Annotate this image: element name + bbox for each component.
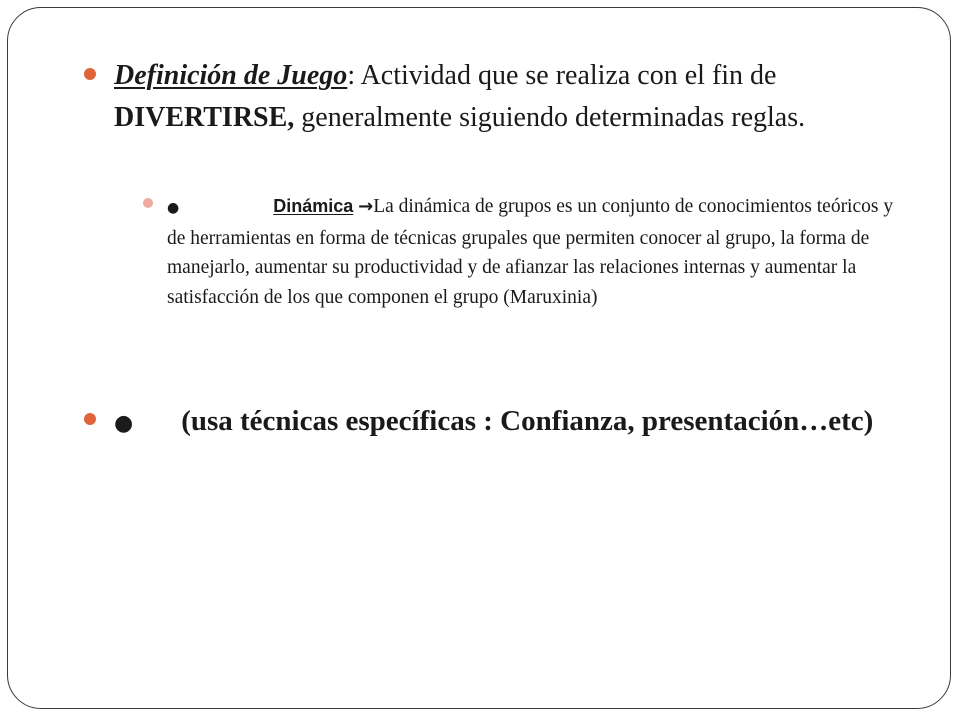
definition-colon: : xyxy=(347,60,356,91)
tecnicas-text: (usa técnicas específicas : Confianza, presentación…etc) xyxy=(181,405,874,437)
bullet-marker-1 xyxy=(84,68,96,80)
definition-caps-word: DIVERTIRSE, xyxy=(114,102,295,133)
arrow-icon: → xyxy=(358,196,374,217)
definition-text-1: Actividad que se realiza con el fin de xyxy=(355,60,777,91)
dinamica-term: Dinámica xyxy=(273,196,354,216)
dinamica-lead-dot: ● xyxy=(167,200,180,216)
dinamica-text: La dinámica de grupos es un conjunto de conocimientos teóricos y de herramientas en forma de técnicas grupales que permiten conocer al grupo, la forma de manejarlo, aumentar su productividad y de afianzar las relaciones internas y aumentar la satisfacción de los que componen el grupo (Maruxinia) xyxy=(167,196,894,308)
tecnicas-lead-dot: ● xyxy=(114,411,134,436)
definition-term: Definición de Juego xyxy=(114,60,348,91)
dinamica-paragraph xyxy=(167,192,912,312)
definition-paragraph xyxy=(114,55,914,139)
bullet-marker-2 xyxy=(143,198,153,208)
bullet-marker-3 xyxy=(84,413,96,425)
tecnicas-paragraph xyxy=(114,400,914,445)
definition-text-2: generalmente siguiendo determinadas reglas. xyxy=(294,102,806,133)
